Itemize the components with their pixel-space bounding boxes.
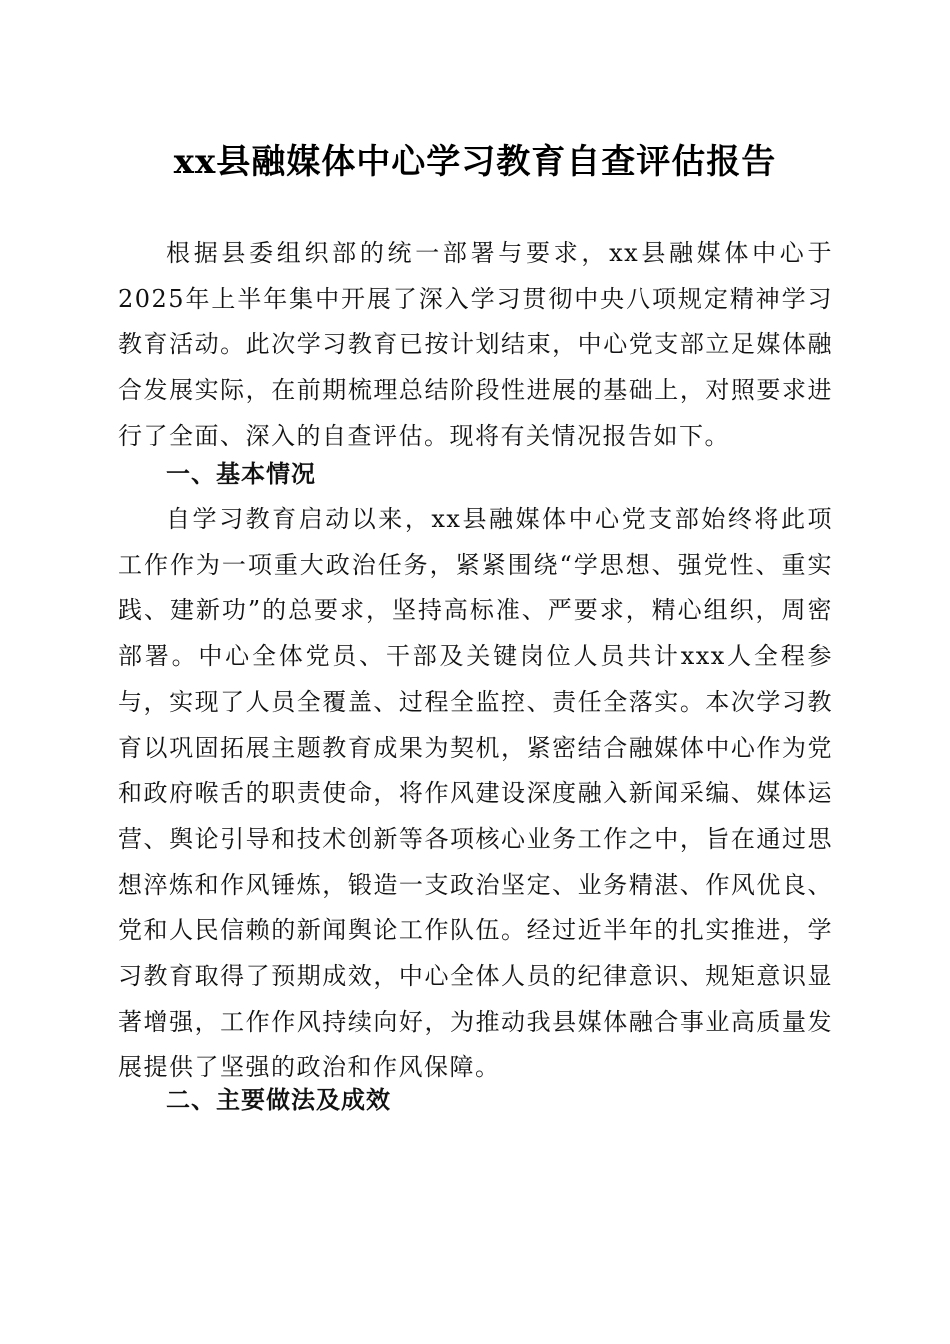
document-title: xx县融媒体中心学习教育自查评估报告	[173, 142, 777, 182]
intro-paragraph: 根据县委组织部的统一部署与要求，xx县融媒体中心于2025年上半年集中开展了深入学习贯彻中央八项规定精神学习教育活动。此次学习教育已按计划结束，中心党支部立足媒体融合发展实际，在前期梳理总结阶段性进展的基础上，对照要求进行了全面、深入的自查评估。现将有关情况报告如下。	[118, 239, 833, 450]
section-heading-basic-situation: 一、基本情况	[166, 460, 316, 488]
section-heading-main-practices: 二、主要做法及成效	[166, 1086, 391, 1114]
section-paragraph-basic-situation: 自学习教育启动以来，xx县融媒体中心党支部始终将此项工作作为一项重大政治任务，紧紧围绕“学思想、强党性、重实践、建新功”的总要求，坚持高标准、严要求，精心组织，周密部署。中心全体党员、干部及关键岗位人员共计xxx人全程参与，实现了人员全覆盖、过程全监控、责任全落实。本次学习教育以巩固拓展主题教育成果为契机，紧密结合融媒体中心作为党和政府喉舌的职责使命，将作风建设深度融入新闻采编、媒体运营、舆论引导和技术创新等各项核心业务工作之中，旨在通过思想淬炼和作风锤炼，锻造一支政治坚定、业务精湛、作风优良、党和人民信赖的新闻舆论工作队伍。经过近半年的扎实推进，学习教育取得了预期成效，中心全体人员的纪律意识、规矩意识显著增强，工作作风持续向好，为推动我县媒体融合事业高质量发展提供了坚强的政治和作风保障。	[118, 505, 833, 1082]
